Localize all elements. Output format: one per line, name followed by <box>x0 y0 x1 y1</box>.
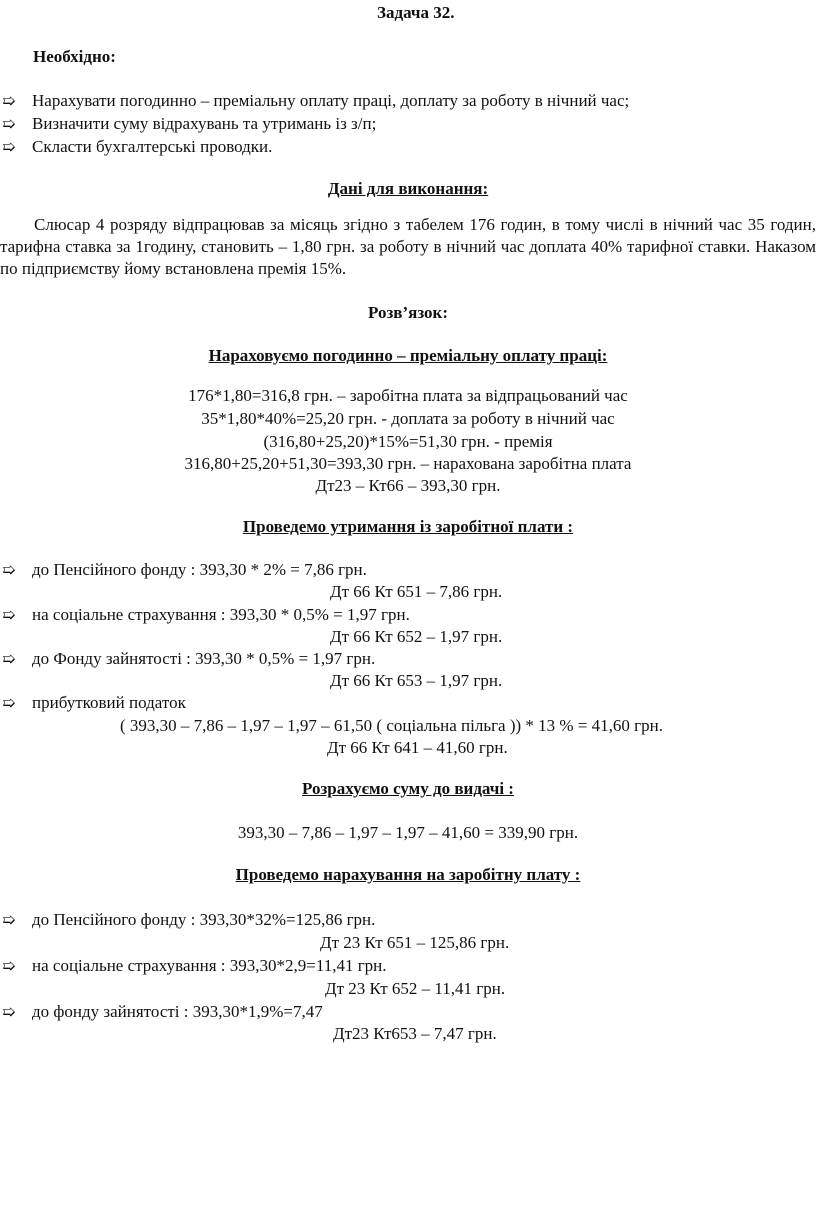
accounting-entry: Дт 23 Кт 652 – 11,41 грн. <box>325 979 506 998</box>
calc-line: 176*1,80=316,8 грн. – заробітна плата за відпрацьований час <box>188 386 628 405</box>
accounting-entry: Дт23 – Кт66 – 393,30 грн. <box>315 476 501 495</box>
calc-line: 35*1,80*40%=25,20 грн. - доплата за роботу в нічний час <box>201 409 615 428</box>
required-heading: Необхідно: <box>33 47 116 66</box>
accounting-entry: Дт 66 Кт 652 – 1,97 грн. <box>330 627 503 646</box>
accounting-entry: Дт23 Кт653 – 7,47 грн. <box>333 1024 497 1043</box>
data-heading: Дані для виконання: <box>327 179 489 198</box>
hand-pointing-icon: ➯ <box>2 605 16 624</box>
data-paragraph: Слюсар 4 розряду відпрацював за місяць згідно з табелем 176 годин, в тому числі в нічний час 35 годин, тарифна ставка за 1годину, становить – 1,80 грн. за роботу в нічний час доплата 40% тарифної ставки. Наказом по підприємству йому встановлена премія 15%. <box>0 215 816 278</box>
accounting-entry: Дт 66 Кт 651 – 7,86 грн. <box>330 582 503 601</box>
deductions-heading: Проведемо утримання із заробітної плати : <box>242 517 574 536</box>
accounting-entry: Дт 23 Кт 651 – 125,86 грн. <box>320 933 510 952</box>
hand-pointing-icon: ➯ <box>2 91 16 110</box>
hand-pointing-icon: ➯ <box>2 137 16 156</box>
hand-pointing-icon: ➯ <box>2 560 16 579</box>
calc-line: 316,80+25,20+51,30=393,30 грн. – нарахована заробітна плата <box>184 454 632 473</box>
page-title: Задача 32. <box>377 3 455 22</box>
hand-pointing-icon: ➯ <box>2 649 16 668</box>
solution-heading: Розв’язок: <box>367 303 449 322</box>
charges-heading: Проведемо нарахування на заробітну плату : <box>235 865 581 884</box>
accrual-heading: Нараховуємо погодинно – преміальну оплату праці: <box>208 346 608 365</box>
calc-line: ( 393,30 – 7,86 – 1,97 – 1,97 – 61,50 ( соціальна пільга )) * 13 % = 41,60 грн. <box>120 716 663 735</box>
calc-line: (316,80+25,20)*15%=51,30 грн. - премія <box>263 432 553 451</box>
hand-pointing-icon: ➯ <box>2 114 16 133</box>
hand-pointing-icon: ➯ <box>2 956 16 975</box>
accounting-entry: Дт 66 Кт 653 – 1,97 грн. <box>330 671 503 690</box>
hand-pointing-icon: ➯ <box>2 1002 16 1021</box>
hand-pointing-icon: ➯ <box>2 693 16 712</box>
payout-line: 393,30 – 7,86 – 1,97 – 1,97 – 41,60 = 339,90 грн. <box>237 823 579 842</box>
hand-pointing-icon: ➯ <box>2 910 16 929</box>
payout-heading: Розрахуємо суму до видачі : <box>302 779 514 798</box>
document-page: Задача 32. Необхідно: ➯ Нарахувати погодинно – преміальну оплату праці, доплату за роботу в нічний час; ➯ Визначити суму відрахувань та утримань із з/п; ➯ Скласти бухгалтерські проводки. Дані для виконання: Слюсар 4 розряду відпрацював за місяць згідно з табелем 176 годин, в тому числі в нічний час 35 годин, тарифна ставка за 1годину, становить – 1,80 грн. за роботу в нічний час доплата 40% тарифної ставки. Наказом по підприємству йому встановлена премія 15%. Розв’язок: Нараховуємо погодинно – преміальну оплату праці: 176*1,80=316,8 грн. – заробітна плата за відпрацьований час 35*1,80*40%=25,20 грн. - доплата за роботу в нічний час (316,80+25,20)*15%=51,30 грн. - премія 316,80+25,20+51,30=393,30 грн. – нарахована заробітна плата Дт23 – Кт66 – 393,30 грн. Проведемо утримання із заробітної плати : ➯ до Пенсійного фонду : 393,30 * 2% = 7,86 грн. Дт 66 Кт 651 – 7,86 грн. ➯ на соціальне страхування : 393,30 * 0,5% = 1,97 грн. Дт 66 Кт 652 – 1,97 грн. ➯ до Фонду зайнятості : 393,30 * 0,5% = 1,97 грн. Дт 66 Кт 653 – 1,97 грн. ➯ прибутковий податок ( 393,30 – 7,86 – 1,97 – 1,97 – 61,50 ( соціальна пільга )) * 13 % = 41,60 грн. Дт 66 Кт 641 – 41,60 грн. Розрахуємо суму до видачі : 393,30 – 7,86 – 1,97 – 1,97 – 41,60 = 339,90 грн. Проведемо нарахування на заробітну плату : ➯ до Пенсійного фонду : 393,30*32%=125,86 грн. Дт 23 Кт 651 – 125,86 грн. ➯ на соціальне страхування : 393,30*2,9=11,41 грн. Дт 23 Кт 652 – 11,41 грн. ➯ до фонду зайнятості : 393,30*1,9%=7,47 Дт23 Кт653 – 7,47 грн. <box>0 3 816 1043</box>
accounting-entry: Дт 66 Кт 641 – 41,60 грн. <box>327 738 508 757</box>
